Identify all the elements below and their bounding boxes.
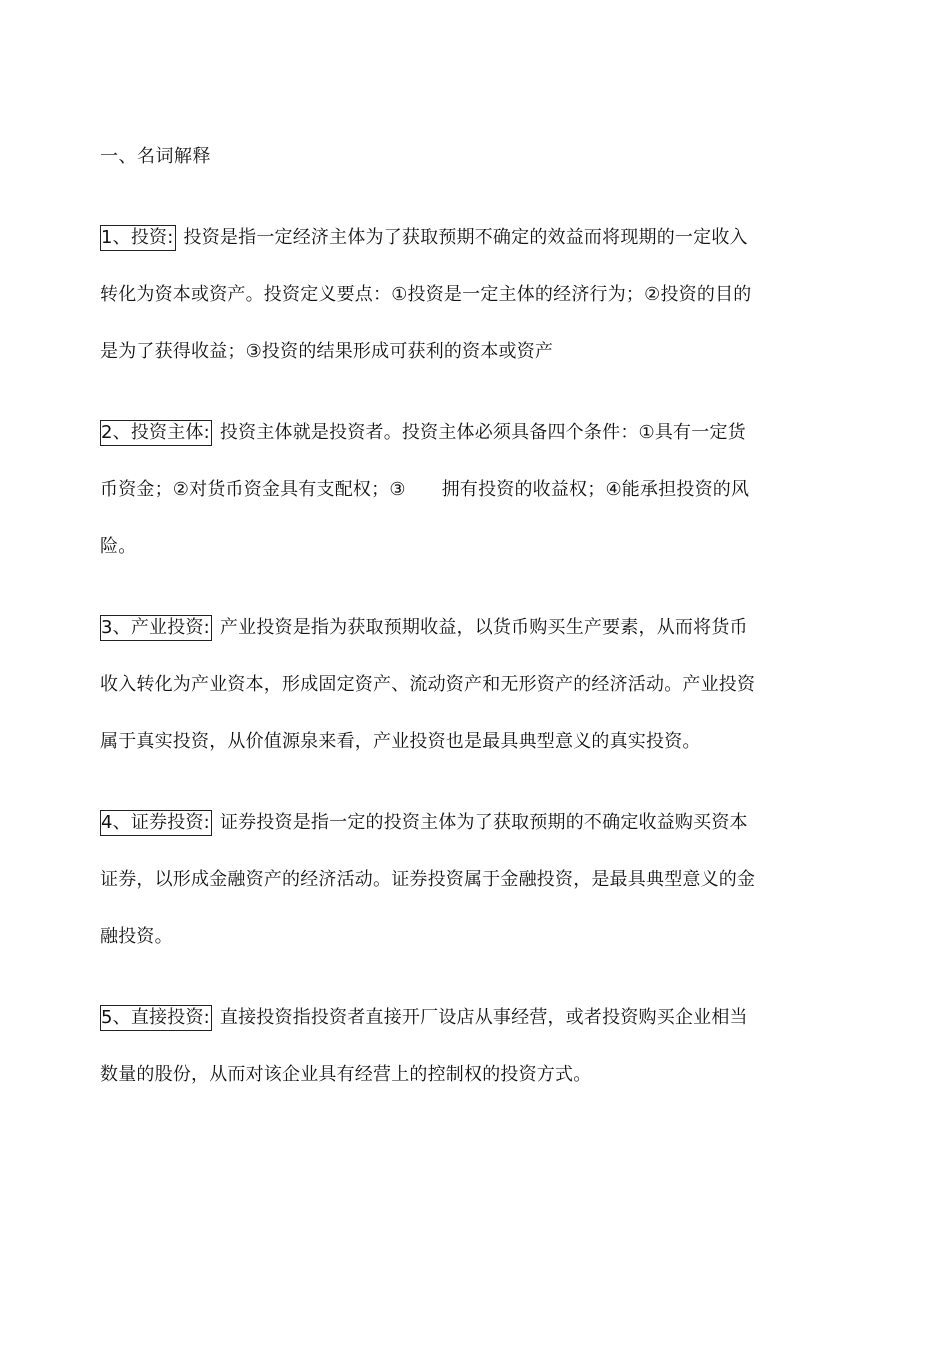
entry-investment (100, 224, 800, 395)
entry-securities-investment (100, 809, 800, 980)
term-label: 3、产业投资: (100, 615, 212, 641)
definition-text: 币资金；②对货币资金具有支配权；③ (100, 479, 406, 500)
entry-line: 证券，以形成金融资产的经济活动。证券投资属于金融投资，是最具典型意义的金 (100, 869, 756, 890)
entry-line (100, 224, 800, 281)
entry-investment-subject (100, 419, 800, 590)
entry-line: 转化为资本或资产。投资定义要点：①投资是一定主体的经济行为；②投资的目的 (100, 284, 752, 305)
term-label: 4、证券投资: (100, 810, 212, 836)
term-label: 2、投资主体: (100, 420, 212, 446)
entry-line: 是为了获得收益；③投资的结果形成可获利的资本或资产 (100, 341, 554, 362)
entry-line (100, 1004, 800, 1061)
section-title: 一、名词解释 (100, 146, 211, 167)
term-label: 1、投资: (100, 225, 176, 251)
entry-line: 数量的股份，从而对该企业具有经营上的控制权的投资方式。 (100, 1064, 592, 1085)
entry-line: 融投资。 (100, 926, 173, 947)
term-label: 5、直接投资: (100, 1005, 212, 1031)
definition-text: 投资主体就是投资者。投资主体必须具备四个条件：①具有一定货 (219, 422, 746, 443)
entry-direct-investment (100, 1004, 800, 1118)
entry-industrial-investment (100, 614, 800, 785)
definition-text: 拥有投资的收益权；④能承担投资的风 (441, 479, 750, 500)
entry-line (100, 419, 800, 476)
definition-text: 产业投资是指为获取预期收益，以货币购买生产要素，从而将货币 (219, 617, 748, 638)
entry-line (100, 809, 800, 866)
definition-text: 投资是指一定经济主体为了获取预期不确定的效益而将现期的一定收入 (183, 227, 748, 248)
entry-line: 收入转化为产业资本，形成固定资产、流动资产和无形资产的经济活动。产业投资 (100, 674, 756, 695)
entry-line: 险。 (100, 536, 137, 557)
definition-text: 证券投资是指一定的投资主体为了获取预期的不确定收益购买资本 (219, 812, 748, 833)
entry-line (100, 614, 800, 671)
entry-line (100, 476, 800, 533)
entry-line: 属于真实投资，从价值源泉来看，产业投资也是最具典型意义的真实投资。 (100, 731, 701, 752)
definition-text: 直接投资指投资者直接开厂设店从事经营，或者投资购买企业相当 (219, 1007, 748, 1028)
